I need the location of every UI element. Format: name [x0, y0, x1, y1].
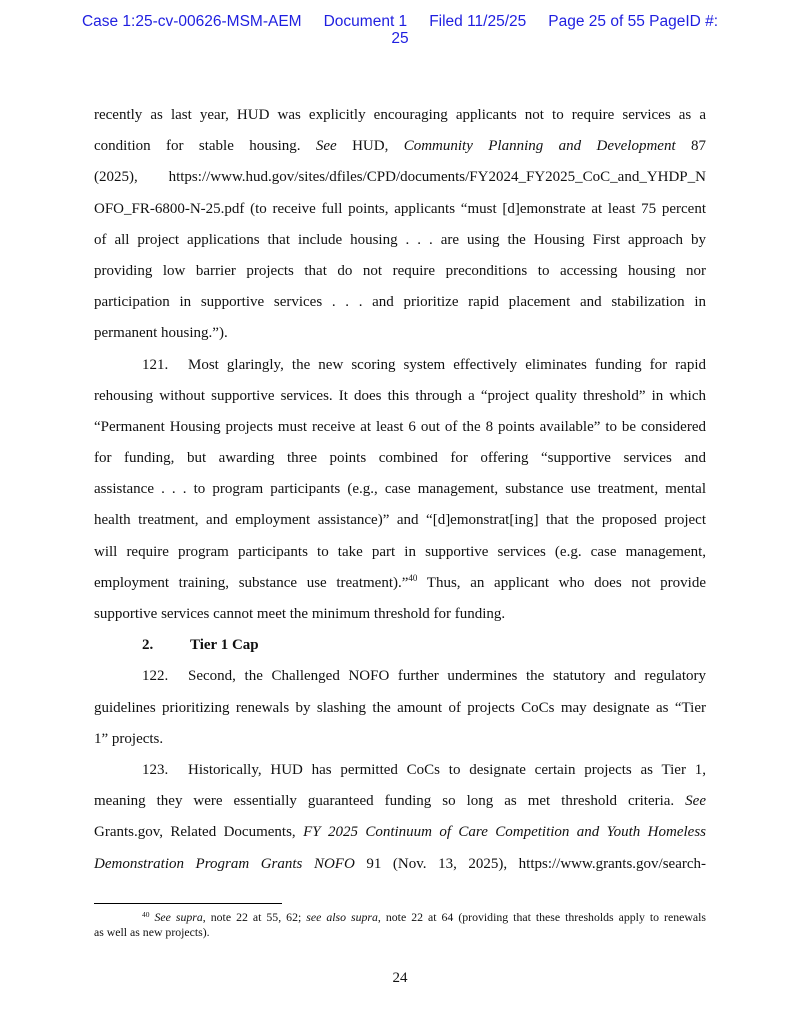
court-filing-header: [0, 13, 800, 47]
text-line: “Permanent Housing projects must receive at least 6 out of the 8 points available” to be considered: [94, 418, 706, 435]
heading-title: Tier 1 Cap: [190, 637, 259, 654]
paragraph-122: [94, 663, 706, 757]
footnote-line: as well as new projects).: [94, 925, 210, 939]
footnote-40: [94, 910, 706, 940]
text-line: Demonstration Program Grants NOFO 91 (Nov. 13, 2025), https://www.grants.gov/search-: [94, 855, 707, 872]
text-line: health treatment, and employment assistance)” and “[d]emonstrat[ing] that the proposed project: [94, 512, 706, 529]
document-number: Document 1: [323, 13, 408, 30]
text-line: 122. Second, the Challenged NOFO further undermines the statutory and regulatory: [94, 663, 706, 694]
text-line: participation in supportive services . . . and prioritize rapid placement and stabilization in: [94, 294, 706, 311]
text-line: condition for stable housing. See HUD, Community Planning and Development 87: [94, 138, 707, 155]
text-line: for funding, but awarding three points combined for offering “supportive services and: [94, 450, 706, 467]
text-line: OFO_FR-6800-N-25.pdf (to receive full points, applicants “must [d]emonstrate at least 75 percent: [94, 200, 706, 217]
text-line: 121. Most glaringly, the new scoring system effectively eliminates funding for rapid: [94, 352, 706, 383]
url-line: (2025), https://www.hud.gov/sites/dfiles/CPD/documents/FY2024_FY2025_CoC_and_YHDP_N: [94, 169, 706, 186]
section-heading: [94, 632, 706, 663]
text-line: assistance . . . to program participants (e.g., case management, substance use treatment, mental: [94, 481, 706, 498]
header-row: [0, 13, 800, 30]
paragraph-continued: [94, 102, 706, 352]
paragraph-number: 122.: [142, 668, 169, 685]
text-line: meaning they were essentially guaranteed funding so long as met threshold criteria. See: [94, 793, 706, 810]
text-line: rehousing without supportive services. It does this through a “project quality threshold” in which: [94, 387, 706, 404]
text-line: guidelines prioritizing renewals by slashing the amount of projects CoCs may designate as “Tier: [94, 699, 706, 716]
text-line: employment training, substance use treatment).”$^{40}$ Thus, an applicant who does not provide: [94, 572, 706, 591]
text-line: 123. Historically, HUD has permitted CoCs to designate certain projects as Tier 1,: [94, 757, 706, 788]
footnote-line: $^{40}$ See supra, note 22 at 55, 62; see also supra, note 22 at 64 (providing that these thresholds apply to renewals: [142, 910, 706, 924]
paragraph-number: 121.: [142, 356, 169, 373]
paragraph-number: 123.: [142, 761, 169, 778]
page-info: Page 25 of 55 PageID #:: [548, 13, 719, 30]
case-number: Case 1:25-cv-00626-MSM-AEM: [81, 13, 302, 30]
footnote-number: 40: [142, 910, 150, 919]
text-line: 1” projects.: [94, 730, 164, 747]
filed-date: Filed 11/25/25: [429, 13, 527, 30]
text-line: of all project applications that include housing . . . are using the Housing First approach by: [94, 231, 706, 248]
footnote-divider: [94, 903, 282, 904]
footnote-reference[interactable]: 40: [408, 572, 418, 583]
page-id: 25: [391, 30, 409, 47]
text-line: will require program participants to take part in supportive services (e.g. case management,: [94, 543, 706, 560]
paragraph-123: [94, 757, 706, 882]
text-line: supportive services cannot meet the minimum threshold for funding.: [94, 606, 506, 622]
page-number: 24: [392, 970, 408, 986]
text-line: providing low barrier projects that do not require preconditions to accessing housing nor: [94, 262, 706, 279]
heading-number: 2.: [142, 637, 154, 654]
text-line: Grants.gov, Related Documents, FY 2025 Continuum of Care Competition and Youth Homeless: [94, 824, 707, 841]
text-line: recently as last year, HUD was explicitly encouraging applicants not to require services as a: [94, 107, 706, 123]
paragraph-121: [94, 352, 706, 633]
document-body: [94, 102, 706, 882]
text-line: permanent housing.”).: [94, 325, 228, 342]
